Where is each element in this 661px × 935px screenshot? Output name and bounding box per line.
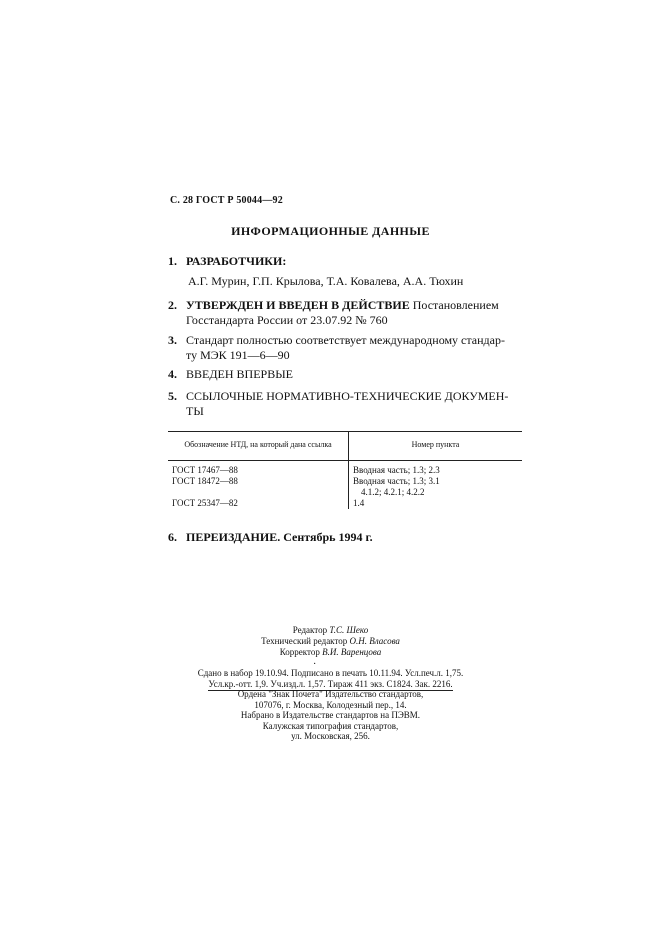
printing-details	[0, 668, 661, 742]
document-title: ИНФОРМАЦИОННЫЕ ДАННЫЕ	[231, 224, 430, 238]
table-cell-document: ГОСТ 17467—88	[168, 461, 349, 477]
corrector-name: В.И. Варенцова	[322, 647, 382, 657]
item-reissue	[168, 530, 373, 545]
publisher-line: Ордена "Знак Почета" Издательство стандартов,	[237, 689, 424, 699]
table-cell-clause: Вводная часть; 1.3; 2.3	[353, 465, 440, 475]
item-label: Стандарт полностью соответствует международному стандар-	[186, 333, 505, 347]
reference-table	[168, 431, 522, 509]
printing-line: Сдано в набор 19.10.94. Подписано в печать 10.11.94. Усл.печ.л. 1,75.	[197, 668, 464, 678]
table-header-row	[168, 432, 522, 461]
item-label: ПЕРЕИЗДАНИЕ. Сентябрь 1994 г.	[186, 530, 373, 544]
editor-label: Редактор	[292, 625, 328, 635]
item-references	[168, 389, 508, 419]
table-row	[168, 498, 522, 509]
tech-editor-label: Технический редактор	[261, 636, 348, 646]
item-label-line2: ту МЭК 191—6—90	[186, 348, 290, 362]
tech-editor-line	[0, 636, 661, 647]
page-header: С. 28 ГОСТ Р 50044—92	[170, 195, 283, 206]
item-number: 6.	[168, 530, 177, 544]
item-developers	[168, 254, 286, 269]
table-cell-clause	[349, 476, 523, 498]
authors-list: А.Г. Мурин, Г.П. Крылова, Т.А. Ковалева, А.А. Тюхин	[188, 274, 464, 288]
item-number: 3.	[168, 333, 177, 347]
item-conformity	[168, 333, 505, 363]
table-row	[168, 476, 522, 498]
item-label: ВВЕДЕН ВПЕРВЫЕ	[186, 367, 293, 381]
item-label: РАЗРАБОТЧИКИ:	[186, 254, 287, 268]
item-number: 2.	[168, 298, 177, 312]
printing-line	[0, 679, 661, 690]
editor-line	[0, 625, 661, 636]
item-label-bold: УТВЕРЖДЕН И ВВЕДЕН В ДЕЙСТВИЕ	[186, 298, 410, 312]
corrector-line	[0, 647, 661, 658]
clause-line-continued: 4.1.2; 4.2.1; 4.2.2	[361, 487, 425, 497]
item-label: ССЫЛОЧНЫЕ НОРМАТИВНО-ТЕХНИЧЕСКИЕ ДОКУМЕН-	[186, 389, 509, 403]
editor-name: Т.С. Шеко	[329, 625, 369, 635]
clause-line: Вводная часть; 1.3; 3.1	[353, 476, 440, 486]
tech-editor-name: О.Н. Власова	[349, 636, 400, 646]
printer-address: ул. Московская, 256.	[291, 731, 370, 741]
item-first-introduced	[168, 367, 293, 382]
table-header-clause: Номер пункта	[349, 432, 523, 461]
table-cell-document: ГОСТ 25347—82	[168, 498, 349, 509]
table-cell-clause: 1.4	[353, 498, 365, 508]
item-number: 4.	[168, 367, 177, 381]
typesetting-line: Набрано в Издательстве стандартов на ПЭВМ.	[240, 710, 421, 720]
table-row	[168, 461, 522, 477]
item-label-rest: Постановлением	[409, 298, 499, 312]
item-approved	[168, 298, 499, 328]
item-label-line2: ТЫ	[186, 404, 204, 418]
item-number: 1.	[168, 254, 177, 268]
item-label-line2: Госстандарта России от 23.07.92 № 760	[186, 313, 388, 327]
publisher-address: 107076, г. Москва, Колодезный пер., 14.	[254, 699, 407, 710]
table-header-document: Обозначение НТД, на который дана ссылка	[168, 432, 349, 461]
printing-line-underlined: Усл.кр.-отт. 1,9. Уч.изд.л. 1,57. Тираж 411 экз. С1824. Зак. 2216.	[208, 678, 453, 689]
table-cell-document: ГОСТ 18472—88	[168, 476, 349, 498]
separator-dot: ·	[313, 659, 317, 670]
item-number: 5.	[168, 389, 177, 403]
printer-line: Калужская типография стандартов,	[262, 720, 399, 731]
corrector-label: Корректор	[279, 647, 320, 657]
